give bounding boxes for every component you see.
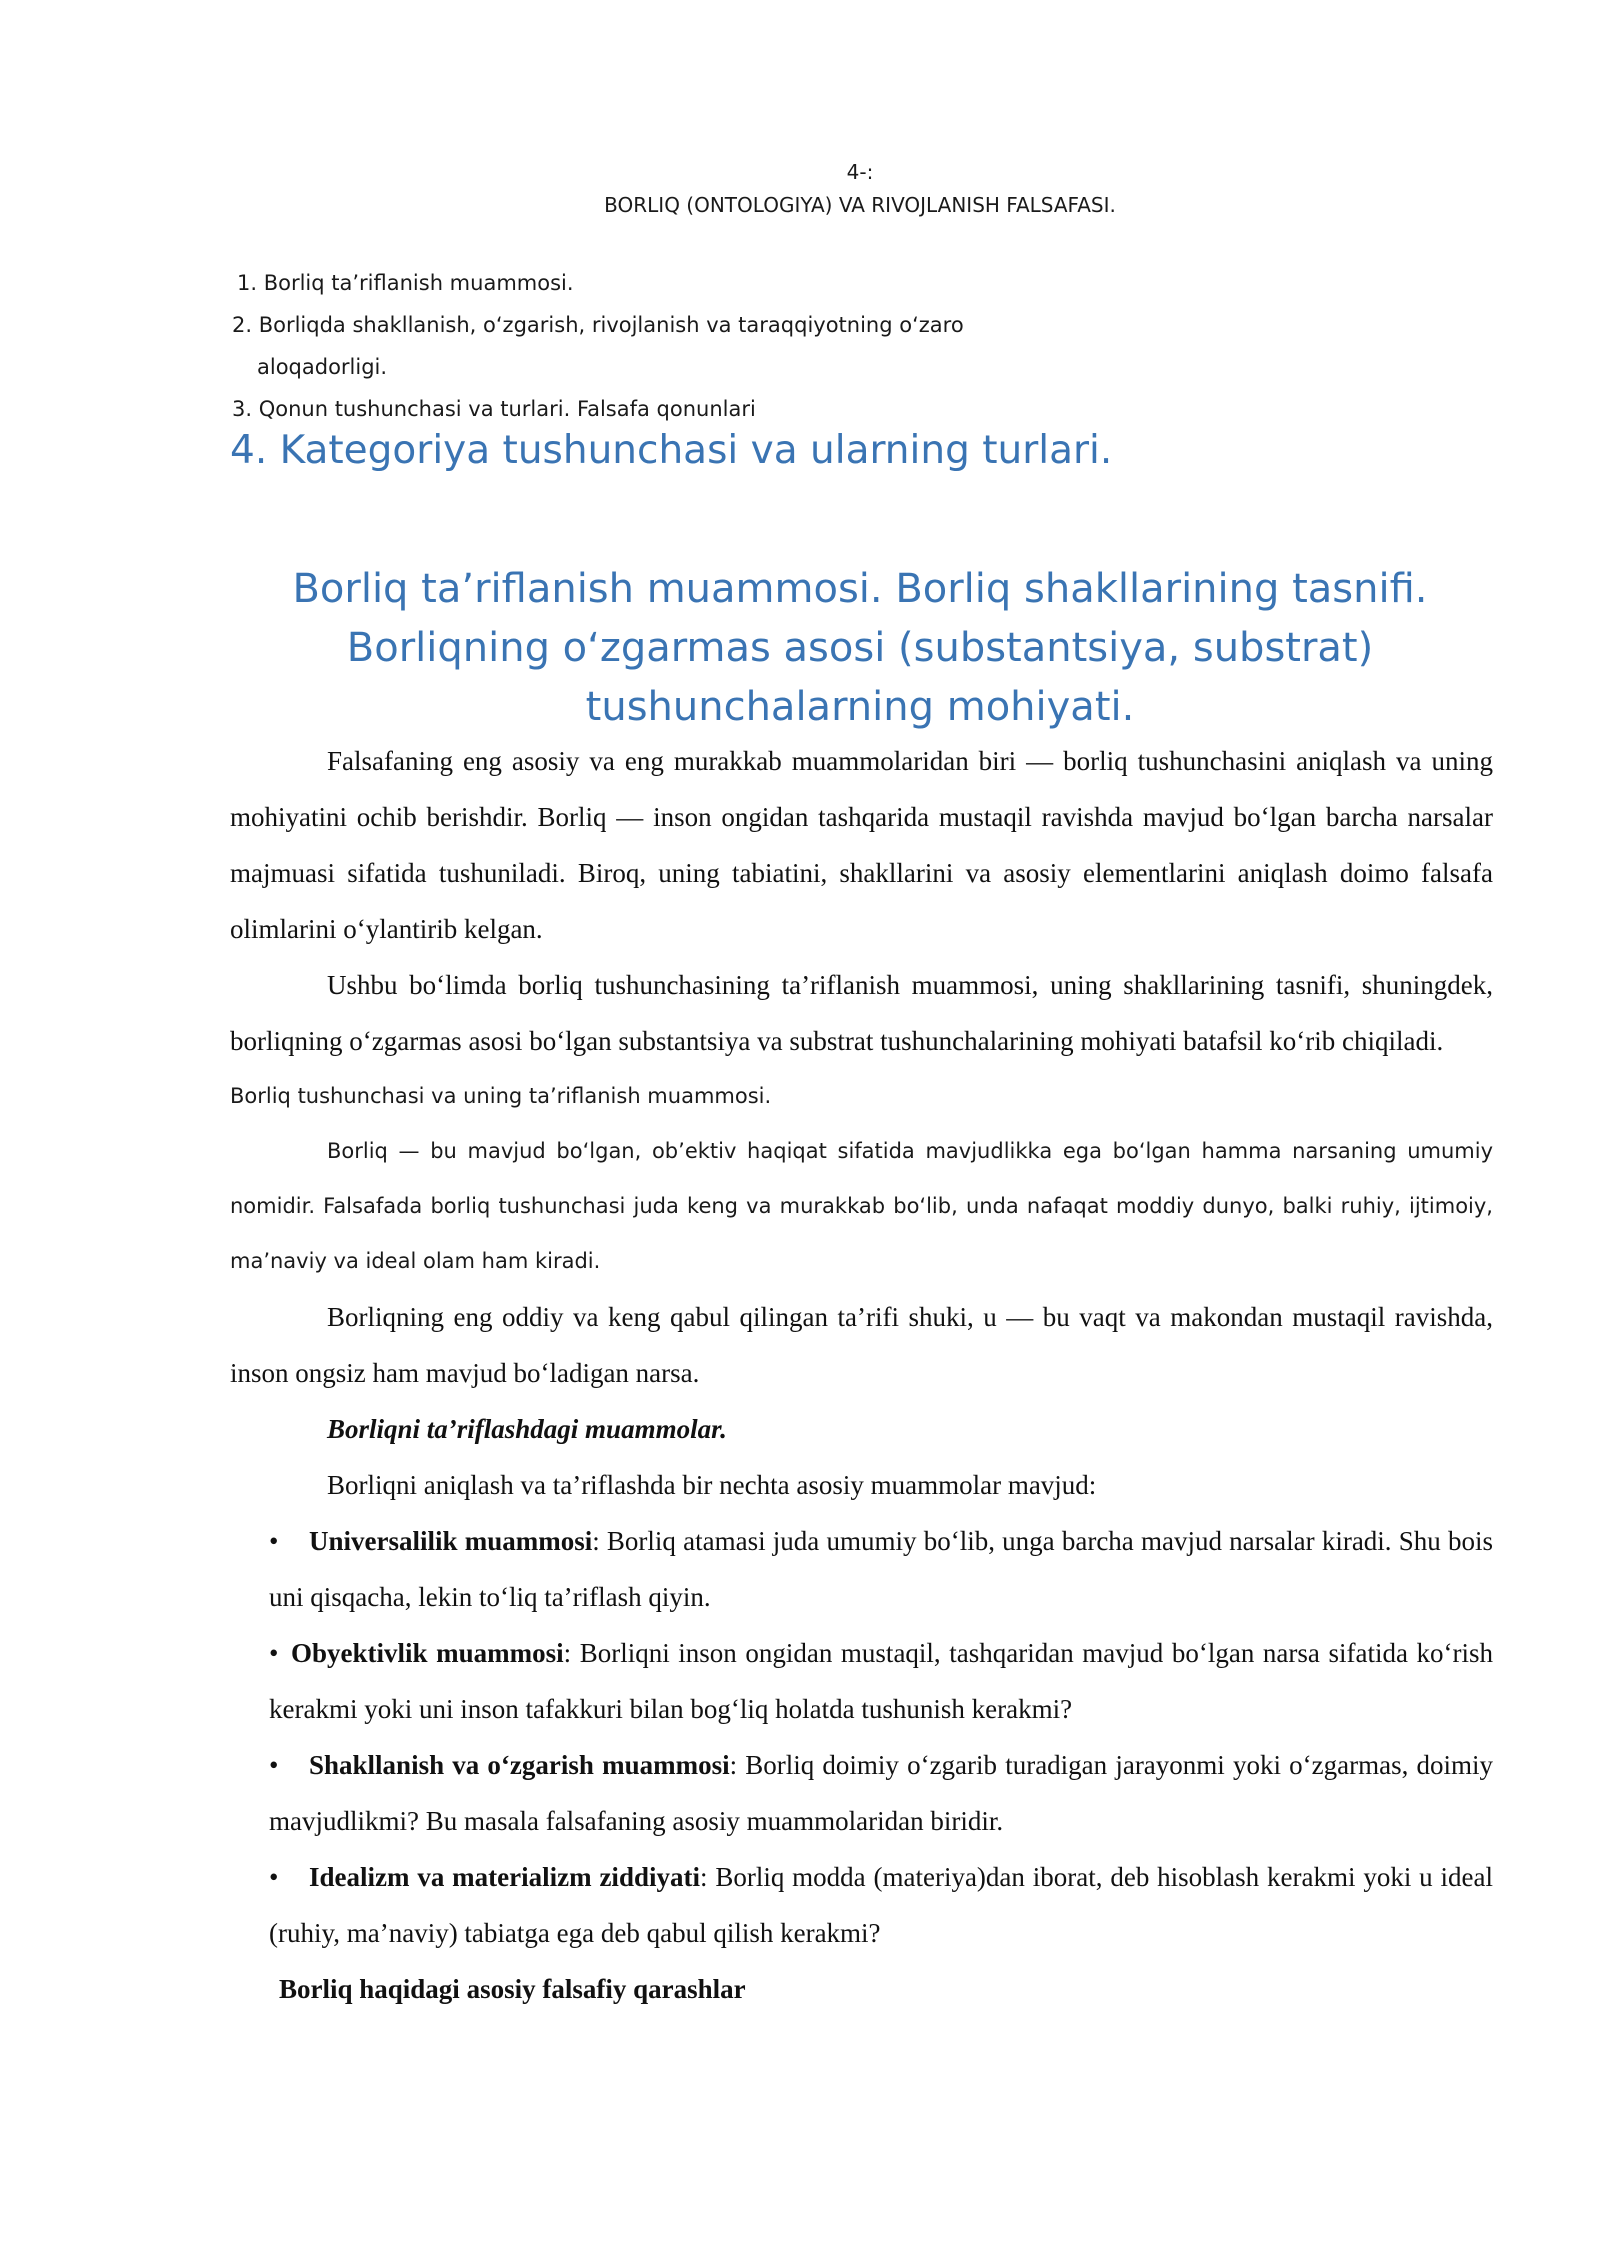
intro-paragraph-1: Falsafaning eng asosiy va eng murakkab muammolaridan biri — borliq tushunchasini aniqlash va uning mohiyatini ochib berishdir. Borliq — inson ongidan tashqarida mustaqil ravishda mavjud bo‘lgan barcha narsalar majmuasi sifatida tushuniladi. Biroq, uning tabiatini, shakllarini va asosiy elementlarini aniqlash doimo falsafa olimlarini o‘ylantirib kelgan. [230, 746, 1493, 944]
bullet-text: : Borliq atamasi juda umumiy bo‘lib, unga barcha mavjud narsalar kiradi. Shu bois uni qisqacha, lekin to‘liq ta’riflash qiyin. [269, 1526, 1493, 1612]
bullet-icon: • [269, 1638, 279, 1668]
plan-item-4: 4. Kategoriya tushunchasi va ularning turlari. [230, 428, 1113, 473]
bullet-icon: • [269, 1862, 279, 1892]
problems-heading: Borliqni ta’riflashdagi muammolar. [327, 1414, 727, 1444]
chapter-number: 4-: [846, 160, 874, 184]
chapter-title: BORLIQ (ONTOLOGIYA) VA RIVOJLANISH FALSAFASI. [604, 193, 1116, 217]
list-item [230, 1849, 1493, 1961]
bullet-term: Shakllanish va o‘zgarish muammosi [309, 1750, 730, 1780]
section-heading: Borliq ta’riflanish muammosi. Borliq shakllarining tasnifi. Borliqning o‘zgarmas asosi (substantsiya, substrat) tushunchalarning mohiyati. [292, 566, 1428, 730]
plan-item-3: 3. Qonun tushunchasi va turlari. Falsafa qonunlari [232, 397, 756, 421]
subheading: Borliq tushunchasi va uning ta’riflanish muammosi. [230, 1084, 772, 1108]
list-item [230, 1737, 1493, 1849]
bullet-icon: • [269, 1526, 279, 1556]
views-heading: Borliq haqidagi asosiy falsafiy qarashlar [279, 1974, 746, 2004]
plan-list [232, 262, 1132, 430]
bullet-text: : Borliq modda (materiya)dan iborat, deb hisoblash kerakmi yoki u ideal (ruhiy, ma’naviy) tabiatga ega deb qabul qilish kerakmi? [269, 1862, 1493, 1948]
bullet-text: : Borliqni inson ongidan mustaqil, tashqaridan mavjud bo‘lgan narsa sifatida ko‘rish kerakmi yoki uni inson tafakkuri bilan bog‘liq holatda tushunish kerakmi? [269, 1638, 1493, 1724]
bullet-text: : Borliq doimiy o‘zgarib turadigan jarayonmi yoki o‘zgarmas, doimiy mavjudlikmi? Bu masala falsafaning asosiy muammolaridan biridir. [269, 1750, 1493, 1836]
problems-intro: Borliqni aniqlash va ta’riflashda bir nechta asosiy muammolar mavjud: [327, 1470, 1097, 1500]
definition-paragraph: Borliq — bu mavjud bo‘lgan, ob’ektiv haqiqat sifatida mavjudlikka ega bo‘lgan hamma narsaning umumiy nomidir. Falsafada borliq tushunchasi juda keng va murakkab bo‘lib, unda nafaqat moddiy dunyo, balki ruhiy, ijtimoiy, ma’naviy va ideal olam ham kiradi. [230, 1139, 1493, 1273]
list-item [230, 1625, 1493, 1737]
bullet-term: Idealizm va materializm ziddiyati [309, 1862, 700, 1892]
plan-item-1: 1. Borliq ta’riflanish muammosi. [237, 271, 574, 295]
bullet-term: Universalilik muammosi [309, 1526, 593, 1556]
plan-item-2: 2. Borliqda shakllanish, o‘zgarish, rivojlanish va taraqqiyotning o‘zaro [232, 313, 964, 337]
intro-paragraph-2: Ushbu bo‘limda borliq tushunchasining ta’riflanish muammosi, uning shakllarining tasnifi, shuningdek, borliqning o‘zgarmas asosi bo‘lgan substantsiya va substrat tushunchalarining mohiyati batafsil ko‘rib chiqiladi. [230, 970, 1493, 1056]
bullet-term: Obyektivlik muammosi [291, 1638, 564, 1668]
body-text [230, 733, 1493, 2017]
bullet-icon: • [269, 1750, 279, 1780]
simple-definition-paragraph: Borliqning eng oddiy va keng qabul qilingan ta’rifi shuki, u — bu vaqt va makondan mustaqil ravishda, inson ongsiz ham mavjud bo‘ladigan narsa. [230, 1302, 1493, 1388]
plan-item-2-continued: aloqadorligi. [257, 355, 388, 379]
list-item [230, 1513, 1493, 1625]
